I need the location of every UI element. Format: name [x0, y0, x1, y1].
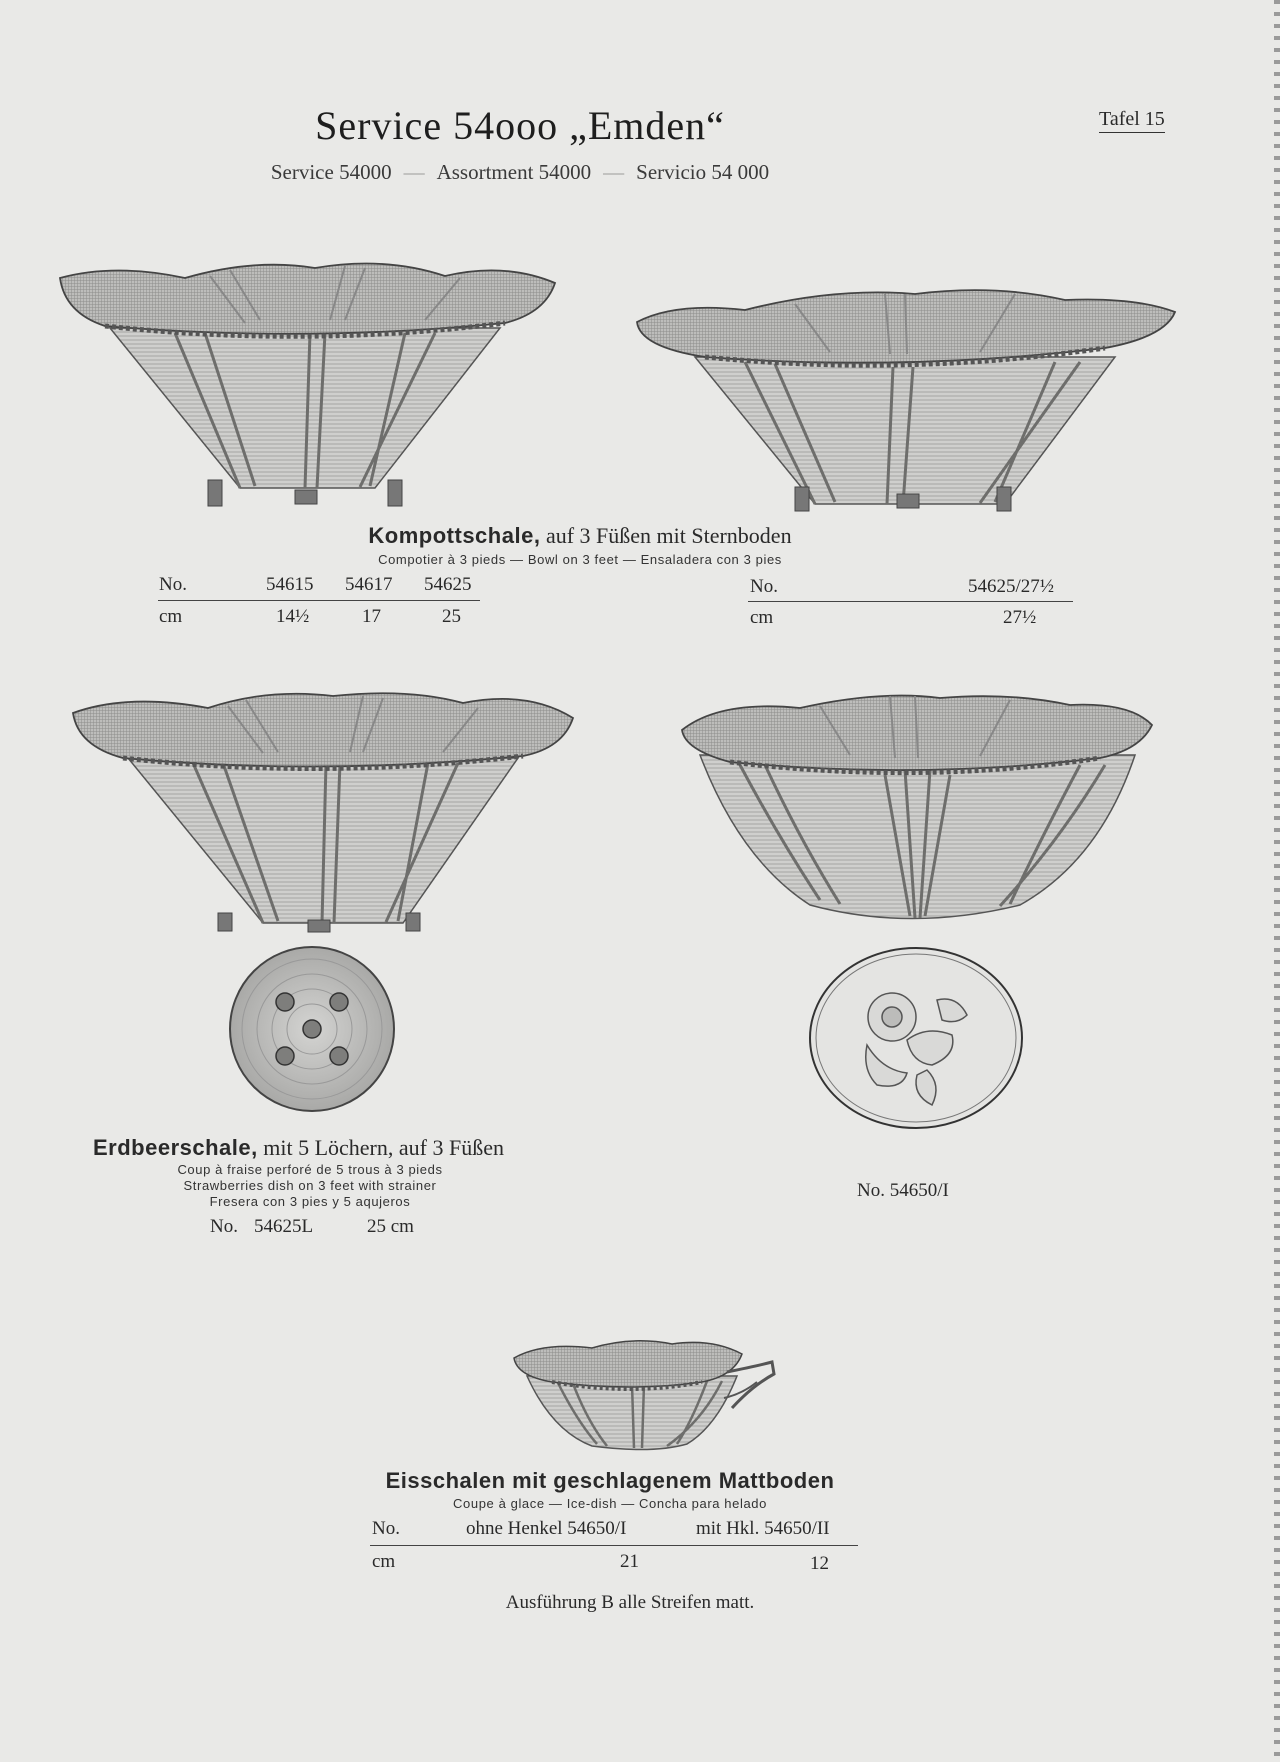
- footed-bowl-illustration-1: [55, 258, 560, 508]
- eis-heading: [340, 1468, 880, 1494]
- eis-rule: [370, 1545, 858, 1546]
- subtitle-en: Assortment 54000: [436, 160, 592, 184]
- eis-size-2: 12: [810, 1553, 829, 1574]
- rosette-base-illustration: [807, 945, 1025, 1131]
- kompott-left-size-2: 17: [362, 606, 381, 627]
- kompott-left-no-label: No.: [159, 574, 187, 595]
- eis-note: Ausführung B alle Streifen matt.: [505, 1592, 755, 1613]
- kompott-right-cm-label: cm: [750, 607, 774, 628]
- kompott-right-no-label: No.: [750, 576, 778, 597]
- kompott-heading-bold: Kompottschale,: [368, 523, 541, 548]
- erdbeer-line-fr: Coup à fraise perforé de 5 trous à 3 pieds: [177, 1162, 443, 1177]
- erdbeer-line-es: Fresera con 3 pies y 5 aqujeros: [209, 1194, 411, 1209]
- eis-cm-label: cm: [372, 1551, 396, 1572]
- footed-bowl-illustration-3: [68, 688, 576, 933]
- erdbeer-heading: [93, 1135, 504, 1161]
- kompott-left-number-3: 54625: [424, 574, 472, 595]
- rosette-caption: No. 54650/I: [857, 1180, 949, 1201]
- kompott-heading: [300, 523, 860, 549]
- eis-subline: Coupe à glace — Ice-dish — Concha para helado: [453, 1496, 767, 1511]
- page-edge-perforation: [1274, 0, 1280, 1762]
- eis-size-1: 21: [620, 1551, 639, 1572]
- erdbeer-size: 25 cm: [367, 1216, 414, 1237]
- subtitle-de: Service 54000: [270, 160, 392, 184]
- kompott-right-size: 27½: [1003, 607, 1037, 628]
- ice-dish-illustration: [512, 1336, 777, 1451]
- eis-heading-text: Eisschalen mit geschlagenem Mattboden: [385, 1468, 835, 1493]
- strainer-base-illustration: [228, 945, 396, 1113]
- kompott-left-cm-label: cm: [159, 606, 183, 627]
- round-bowl-illustration: [680, 690, 1155, 925]
- kompott-right-rule: [748, 601, 1073, 602]
- subtitle-es: Servicio 54 000: [636, 160, 770, 184]
- kompott-left-number-1: 54615: [266, 574, 314, 595]
- page-subtitle: [0, 160, 1040, 185]
- eis-no-label: No.: [372, 1518, 400, 1539]
- kompott-left-rule: [158, 600, 480, 601]
- erdbeer-number: 54625L: [254, 1216, 314, 1237]
- kompott-subline: Compotier à 3 pieds — Bowl on 3 feet — Ensaladera con 3 pies: [378, 552, 782, 567]
- subtitle-dash: —: [603, 160, 625, 184]
- eis-col2: mit Hkl. 54650/II: [696, 1518, 830, 1539]
- erdbeer-line-en: Strawberries dish on 3 feet with strainer: [183, 1178, 437, 1193]
- kompott-left-size-1: 14½: [276, 606, 310, 627]
- eis-col1: ohne Henkel 54650/I: [466, 1518, 627, 1539]
- erdbeer-heading-rest: mit 5 Löchern, auf 3 Füßen: [257, 1135, 504, 1160]
- plate-number: Tafel 15: [1099, 108, 1165, 133]
- kompott-left-number-2: 54617: [345, 574, 393, 595]
- kompott-heading-rest: auf 3 Füßen mit Sternboden: [540, 523, 792, 548]
- footed-bowl-illustration-2: [635, 282, 1180, 512]
- erdbeer-heading-bold: Erdbeerschale,: [93, 1135, 258, 1160]
- subtitle-dash: —: [403, 160, 425, 184]
- erdbeer-no-label: No.: [210, 1216, 238, 1237]
- kompott-left-size-3: 25: [442, 606, 461, 627]
- kompott-right-number: 54625/27½: [968, 576, 1055, 597]
- page-title: Service 54ooo „Emden“: [315, 103, 725, 148]
